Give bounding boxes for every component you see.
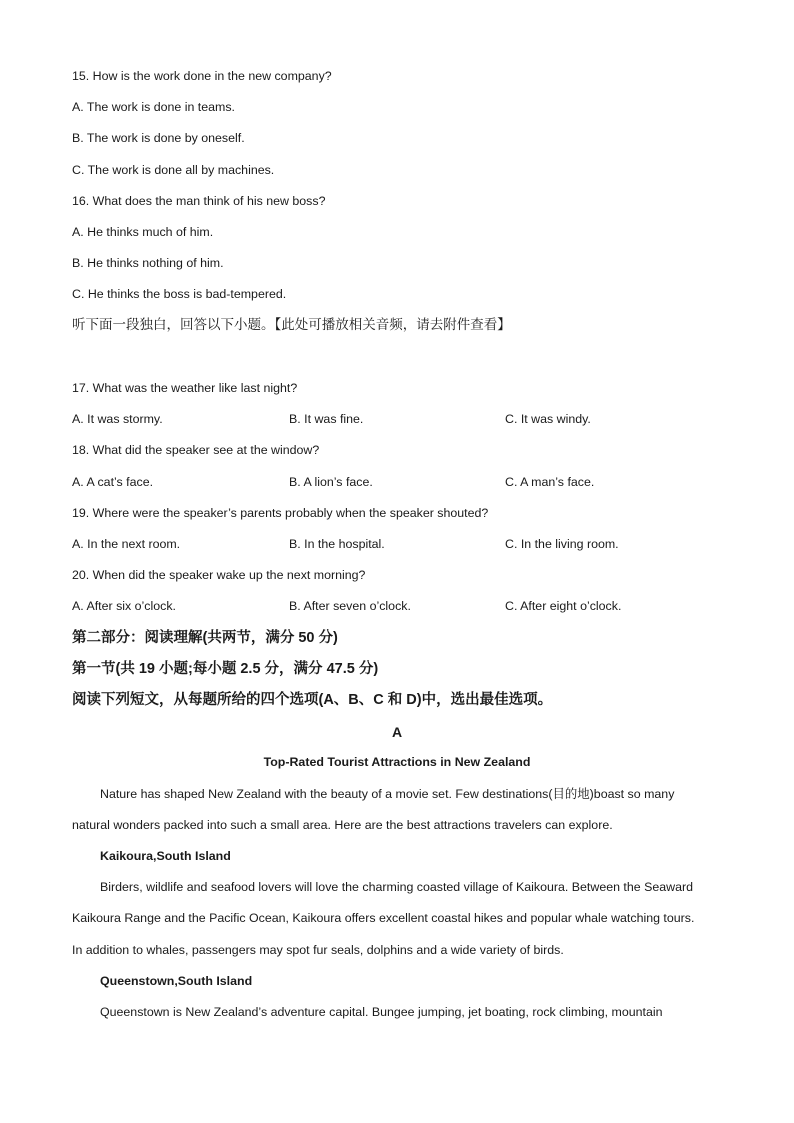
question-15: 15. How is the work done in the new company? [72,69,332,83]
q19-option-a: A. In the next room. [72,537,181,551]
q20-option-a: A. After six o’clock. [72,599,176,613]
kaikoura-line-3: In addition to whales, passengers may spot fur seals, dolphins and a wide variety of birds. [72,943,564,957]
q15-option-b: B. The work is done by oneself. [72,131,245,145]
part2-heading: 第二部分：阅读理解(共两节，满分 50 分) [72,630,338,646]
q16-option-a: A. He thinks much of him. [72,225,214,239]
q17-option-a: A. It was stormy. [72,412,163,426]
intro-line-1: Nature has shaped New Zealand with the beauty of a movie set. Few destinations(目的地)boast so many [100,787,675,801]
reading-instruction: 阅读下列短文，从每题所给的四个选项(A、B、C 和 D)中，选出最佳选项。 [72,692,553,708]
kaikoura-heading: Kaikoura,South Island [100,849,231,863]
q19-option-c: C. In the living room. [505,537,619,551]
q20-option-c: C. After eight o’clock. [505,599,622,613]
monologue-instruction: 听下面一段独白，回答以下小题。【此处可播放相关音频，请去附件查看】 [72,317,511,332]
q17-option-c: C. It was windy. [505,412,591,426]
q18-option-c: C. A man’s face. [505,475,595,489]
passage-title: Top-Rated Tourist Attractions in New Zealand [263,755,531,769]
question-18: 18. What did the speaker see at the window? [72,443,320,457]
question-17: 17. What was the weather like last night? [72,381,298,395]
section1-heading: 第一节(共 19 小题;每小题 2.5 分，满分 47.5 分) [72,661,379,677]
q18-option-a: A. A cat’s face. [72,475,154,489]
q20-option-b: B. After seven o’clock. [289,599,411,613]
q17-option-b: B. It was fine. [289,412,364,426]
question-16: 16. What does the man think of his new boss? [72,194,326,208]
question-20: 20. When did the speaker wake up the next morning? [72,568,366,582]
q15-option-c: C. The work is done all by machines. [72,163,275,177]
q16-option-b: B. He thinks nothing of him. [72,256,224,270]
q15-option-a: A. The work is done in teams. [72,100,235,114]
q16-option-c: C. He thinks the boss is bad-tempered. [72,287,287,301]
question-19: 19. Where were the speaker’s parents probably when the speaker shouted? [72,506,489,520]
queenstown-line-1: Queenstown is New Zealand’s adventure capital. Bungee jumping, jet boating, rock climbing, mountain [100,1005,663,1019]
passage-letter: A [391,724,403,740]
q18-option-b: B. A lion’s face. [289,475,373,489]
kaikoura-line-2: Kaikoura Range and the Pacific Ocean, Kaikoura offers excellent coastal hikes and popular whale watching tours. [72,911,695,925]
intro-line-2: natural wonders packed into such a small area. Here are the best attractions travelers can explore. [72,818,613,832]
kaikoura-line-1: Birders, wildlife and seafood lovers will love the charming coasted village of Kaikoura. Between the Seaward [100,880,694,894]
queenstown-heading: Queenstown,South Island [100,974,253,988]
q19-option-b: B. In the hospital. [289,537,385,551]
